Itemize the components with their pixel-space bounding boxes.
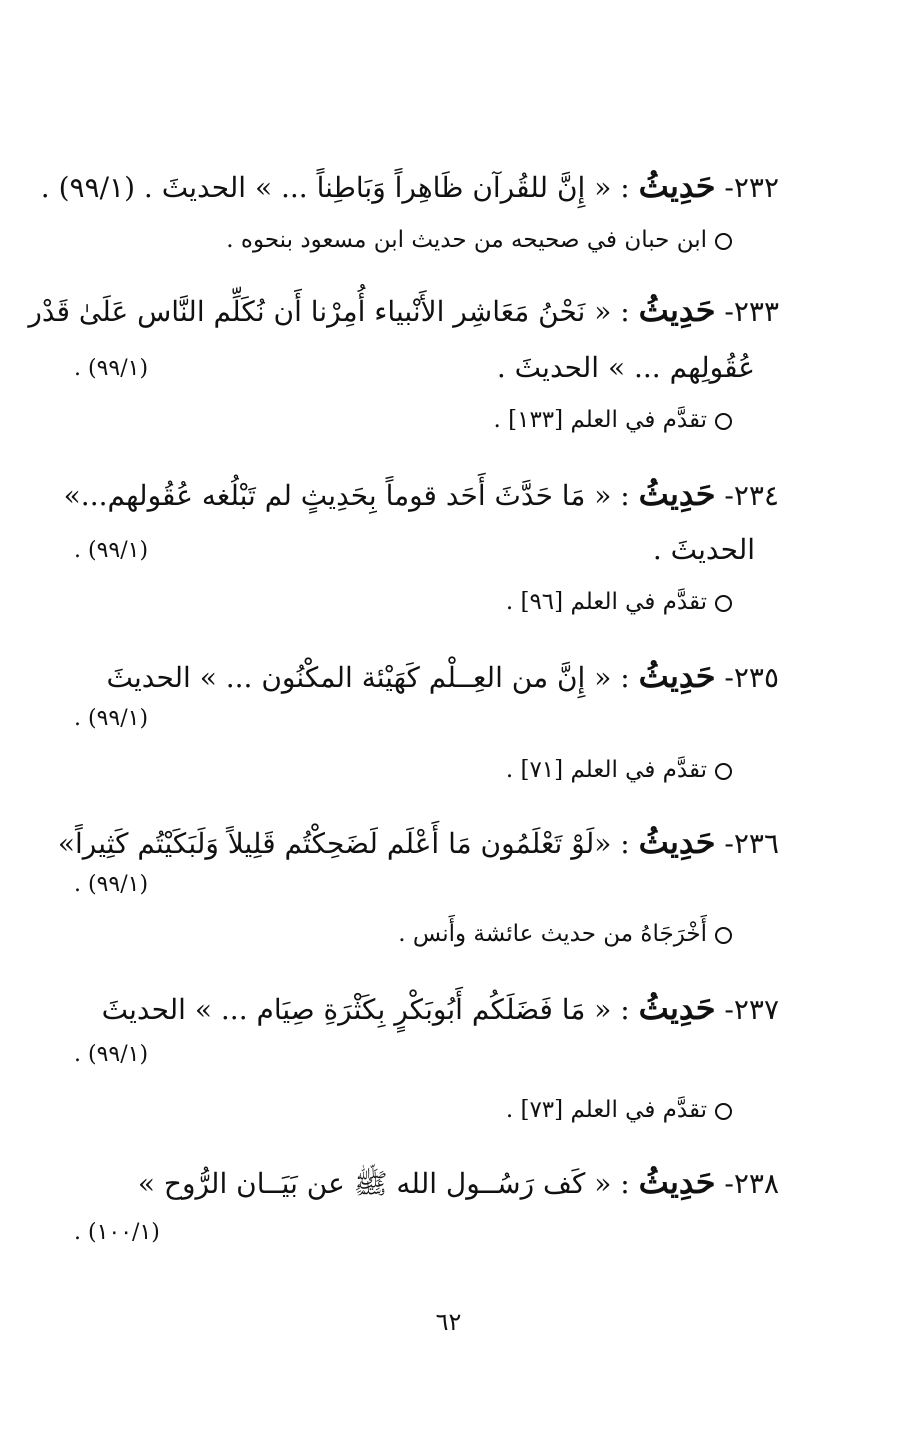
hadith-keyword: حَدِيثُ (638, 291, 716, 329)
entry-235-note (74, 754, 732, 786)
hadith-keyword: حَدِيثُ (638, 657, 716, 695)
note-text: تقدَّم في العلم [١٣٣] . (493, 407, 707, 433)
circle-bullet-icon (715, 233, 732, 250)
entry-234-note (74, 586, 732, 618)
note-text: أَخْرَجَاهُ من حديث عائشة وأَنس . (398, 921, 707, 947)
entry-233-reference: (٩٩/١) . (74, 356, 149, 381)
hadith-keyword: حَدِيثُ (638, 989, 716, 1027)
entry-text: : « إِنَّ من العِــلْم كَهَيْئة المكْنُون ... » الحديثَ (106, 661, 639, 694)
circle-bullet-icon (715, 1103, 732, 1120)
entry-233-note (74, 404, 732, 436)
entry-text: : « كَف رَسُــول الله ﷺ عن بَيَــان الرُّوح » (137, 1167, 639, 1200)
entry-236-note (74, 918, 732, 950)
note-text: ابن حبان في صحيحه من حديث ابن مسعود بنحوه . (226, 227, 707, 253)
entry-232-note (74, 224, 732, 256)
entry-text: : «لَوْ تَعْلَمُون مَا أَعْلَم لَضَحِكْتُم قَلِيلاً وَلَبَكَيْتُم كَثِيراً» (57, 827, 639, 860)
hadith-keyword: حَدِيثُ (638, 167, 716, 205)
entry-text-continued: عُقُولِهم ... » الحديثَ . (496, 351, 755, 384)
note-text: تقدَّم في العلم [٧٣] . (505, 1097, 707, 1123)
hadith-keyword: حَدِيثُ (638, 1163, 716, 1201)
entry-text-continued: الحديثَ . (652, 533, 755, 566)
page-number: ٦٢ (435, 1308, 462, 1336)
entry-236-line1 (57, 822, 779, 864)
entry-237-note (74, 1094, 732, 1126)
note-text: تقدَّم في العلم [٩٦] . (505, 589, 707, 615)
entry-235-reference: (٩٩/١) . (74, 706, 149, 731)
entry-238-reference: (١٠٠/١) . (74, 1220, 160, 1245)
entry-237-line1 (74, 988, 779, 1030)
entry-235-line1 (74, 656, 779, 698)
note-text: تقدَّم في العلم [٧١] . (505, 757, 707, 783)
hadith-keyword: حَدِيثُ (638, 823, 716, 861)
entry-number: ٢٣٦- (715, 827, 779, 860)
entry-number: ٢٣٤- (715, 479, 779, 512)
entry-text: : « مَا حَدَّثَ أَحَد قوماً بِحَدِيثٍ لم تَبْلُغه عُقُولهم...» (63, 479, 639, 512)
entry-text: : « إِنَّ للقُرآن ظَاهِراً وَبَاطِناً ... » الحديثَ . (٩٩/١) . (40, 171, 639, 204)
entry-233-line2 (74, 348, 755, 388)
entry-236-reference: (٩٩/١) . (74, 872, 149, 897)
entry-234-reference: (٩٩/١) . (74, 538, 149, 563)
entry-number: ٢٣٨- (715, 1167, 779, 1200)
entry-text: : « نَحْنُ مَعَاشِر الأَنْبياء أُمِرْنا أَن نُكَلِّم النَّاس عَلَىٰ قَدْر (28, 295, 639, 328)
entry-number: ٢٣٧- (715, 993, 779, 1026)
entry-234-line2 (74, 530, 755, 570)
entry-238-line1 (74, 1162, 779, 1204)
entry-237-reference: (٩٩/١) . (74, 1042, 149, 1067)
entry-number: ٢٣٢- (715, 171, 779, 204)
entry-234-line1 (63, 474, 779, 516)
entry-233-line1 (28, 290, 779, 332)
circle-bullet-icon (715, 413, 732, 430)
circle-bullet-icon (715, 763, 732, 780)
entry-number: ٢٣٣- (715, 295, 779, 328)
circle-bullet-icon (715, 595, 732, 612)
entry-text: : « مَا فَضَلَكُم أَبُوبَكْرٍ بِكَثْرَةِ صِيَام ... » الحديثَ (101, 993, 639, 1026)
circle-bullet-icon (715, 927, 732, 944)
entry-232-line1 (40, 166, 779, 208)
hadith-keyword: حَدِيثُ (638, 475, 716, 513)
entry-number: ٢٣٥- (715, 661, 779, 694)
